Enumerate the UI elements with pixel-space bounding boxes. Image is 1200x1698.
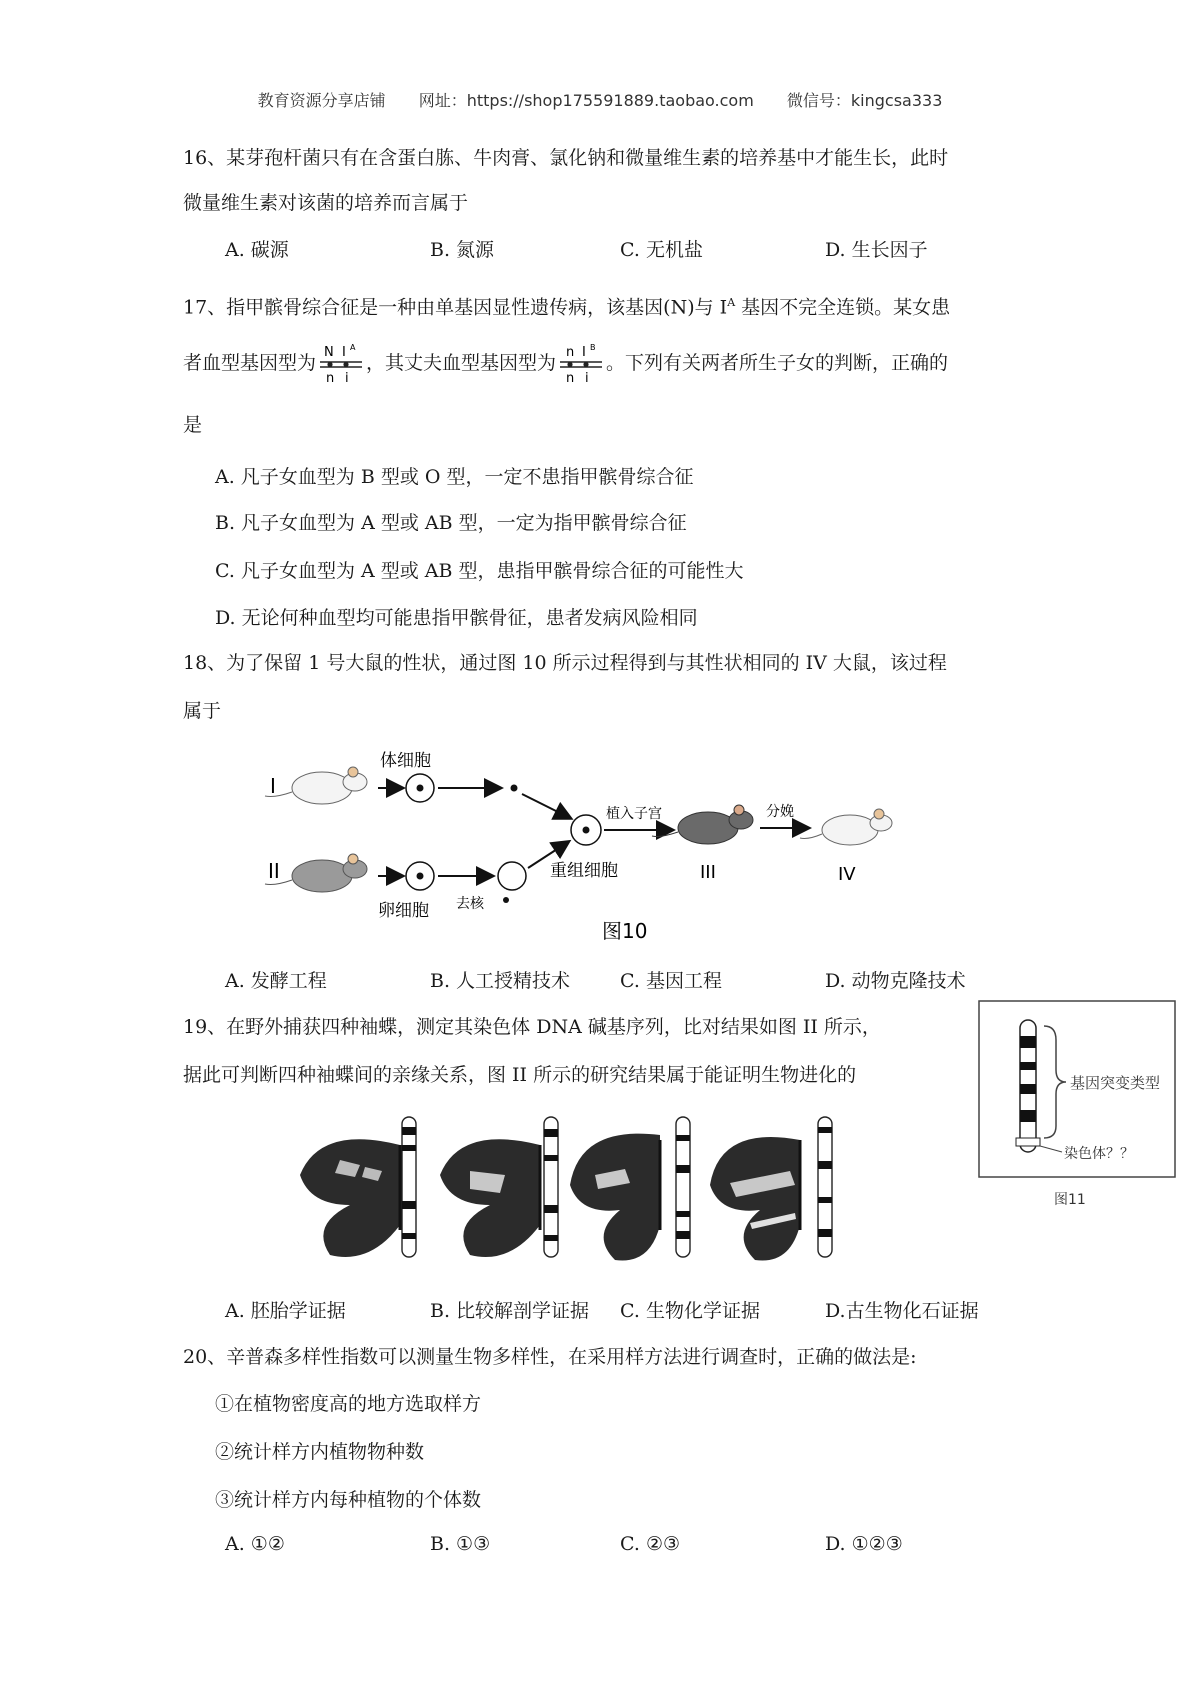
fig10-recombinant-label: 重组细胞 (550, 861, 618, 881)
fig10-label-III: III (700, 862, 716, 883)
q17-line2-text-c: 。下列有关两者所生子女的判断，正确的 (606, 352, 949, 374)
butterfly-2-icon (440, 1139, 540, 1257)
q16-option-b: B. 氮源 (430, 239, 495, 261)
q19-line1: 19、在野外捕获四种袖蝶，测定其染色体 DNA 碱基序列，比对结果如图 II 所示， (183, 1016, 881, 1038)
q17-line3: 是 (183, 414, 203, 436)
rat-I-icon (265, 767, 367, 804)
fig10-label-II: II (268, 859, 280, 883)
rat-III-icon (652, 805, 753, 844)
q18-line1: 18、为了保留 1 号大鼠的性状，通过图 10 所示过程得到与其性状相同的 IV 大鼠，该过程 (183, 652, 947, 674)
q17-line1 (183, 290, 950, 320)
chromosome-3-icon (676, 1117, 690, 1257)
fig10-somatic-cell-label: 体细胞 (380, 751, 431, 771)
q17-line1-text-b: 基因不完全连锁。某女患 (735, 296, 951, 319)
chromosome-2-icon (544, 1117, 558, 1257)
header-url[interactable]: 网址：https://shop175591889.taobao.com (418, 91, 754, 110)
q20-option-d: D. ①②③ (825, 1533, 903, 1555)
wife-geno-top-left: N (324, 345, 334, 360)
page-header (0, 88, 1200, 111)
rat-IV-icon (800, 809, 892, 845)
q20-option-b: B. ①③ (430, 1533, 491, 1555)
fig10-caption: 图10 (602, 919, 648, 943)
fig11-chromosome-label: 染色体？？ (1064, 1146, 1134, 1162)
figure-11 (978, 1000, 1178, 1208)
q18-option-b: B. 人工授精技术 (430, 970, 571, 992)
header-shop: 教育资源分享店铺 (257, 91, 386, 110)
enucleated-egg-icon (498, 862, 526, 890)
q19-option-c: C. 生物化学证据 (620, 1300, 760, 1322)
q19-option-d: D.古生物化石证据 (825, 1300, 979, 1322)
q18-option-a: A. 发酵工程 (225, 970, 327, 992)
q16-line2: 微量维生素对该菌的培养而言属于 (183, 192, 469, 214)
rat-II-icon (265, 854, 367, 892)
fig10-implant-label: 植入子宫 (606, 806, 662, 822)
q17-line1-text-a: 17、指甲髌骨综合征是一种由单基因显性遗传病，该基因(N)与 I (183, 296, 728, 319)
q18-line2: 属于 (183, 700, 222, 722)
husband-geno-top-sup: B (590, 343, 596, 352)
wife-geno-top-right: I (342, 345, 346, 360)
q19-option-a: A. 胚胎学证据 (225, 1300, 346, 1322)
q19-line2: 据此可判断四种袖蝶间的亲缘关系，图 II 所示的研究结果属于能证明生物进化的 (183, 1064, 857, 1086)
q20-item-3: ③统计样方内每种植物的个体数 (215, 1489, 482, 1511)
chromosome-1-icon (402, 1117, 416, 1257)
husband-geno-top-left: n (566, 345, 575, 360)
husband-geno-top-right: I (582, 345, 586, 360)
figure-10 (260, 738, 960, 948)
q16-option-a: A. 碳源 (225, 239, 289, 261)
fig11-caption: 图11 (1054, 1192, 1086, 1208)
q16-option-d: D. 生长因子 (825, 239, 928, 261)
header-wechat: 微信号：kingcsa333 (786, 91, 943, 110)
butterfly-3-icon (570, 1134, 660, 1261)
butterfly-1-icon (300, 1139, 400, 1257)
fig10-enucleate-label: 去核 (456, 896, 484, 912)
wife-geno-bot-left: n (326, 371, 335, 386)
fig10-egg-cell-label: 卵细胞 (378, 901, 429, 921)
wife-geno-bot-right: i (345, 371, 349, 386)
wife-geno-top-sup: A (350, 343, 356, 352)
q17-line2-text-a: 者血型基因型为 (183, 352, 317, 374)
fig10-birth-label: 分娩 (766, 804, 794, 820)
wife-genotype-diagram (318, 342, 364, 386)
husband-geno-bot-left: n (566, 371, 575, 386)
q16-option-c: C. 无机盐 (620, 239, 703, 261)
butterfly-4-icon (710, 1137, 800, 1261)
q20-option-c: C. ②③ (620, 1533, 681, 1555)
q20-line1: 20、辛普森多样性指数可以测量生物多样性，在采用样方法进行调查时，正确的做法是: (183, 1346, 917, 1368)
fig10-label-I: I (270, 774, 276, 798)
q17-line2-text-b: ，其丈夫血型基因型为 (366, 352, 557, 374)
fig11-chromosome-icon (1016, 1020, 1040, 1152)
q18-option-d: D. 动物克隆技术 (825, 970, 966, 992)
butterfly-comparison-figure (290, 1105, 860, 1275)
q19-option-b: B. 比较解剖学证据 (430, 1300, 590, 1322)
q16-line1: 16、某芽孢杆菌只有在含蛋白胨、牛肉膏、氯化钠和微量维生素的培养基中才能生长，此时 (183, 147, 949, 169)
q17-option-b: B. 凡子女血型为 A 型或 AB 型，一定为指甲髌骨综合征 (215, 512, 687, 534)
q17-option-c: C. 凡子女血型为 A 型或 AB 型，患指甲髌骨综合征的可能性大 (215, 560, 744, 582)
q17-option-d: D. 无论何种血型均可能患指甲髌骨征，患者发病风险相同 (215, 607, 698, 629)
husband-genotype-diagram (558, 342, 604, 386)
q20-option-a: A. ①② (225, 1533, 285, 1555)
fig10-label-IV: IV (838, 864, 856, 885)
nucleus-dot-icon (511, 785, 518, 792)
q20-item-2: ②统计样方内植物物种数 (215, 1441, 425, 1463)
q17-option-a: A. 凡子女血型为 B 型或 O 型，一定不患指甲髌骨综合征 (215, 466, 694, 488)
chromosome-4-icon (818, 1117, 832, 1257)
q20-item-1: ①在植物密度高的地方选取样方 (215, 1393, 482, 1415)
q17-line1-sup: A (727, 296, 736, 309)
q17-line2 (183, 342, 948, 386)
fig11-mutation-label: 基因突变类型 (1070, 1074, 1161, 1092)
husband-geno-bot-right: i (585, 371, 589, 386)
q18-option-c: C. 基因工程 (620, 970, 722, 992)
